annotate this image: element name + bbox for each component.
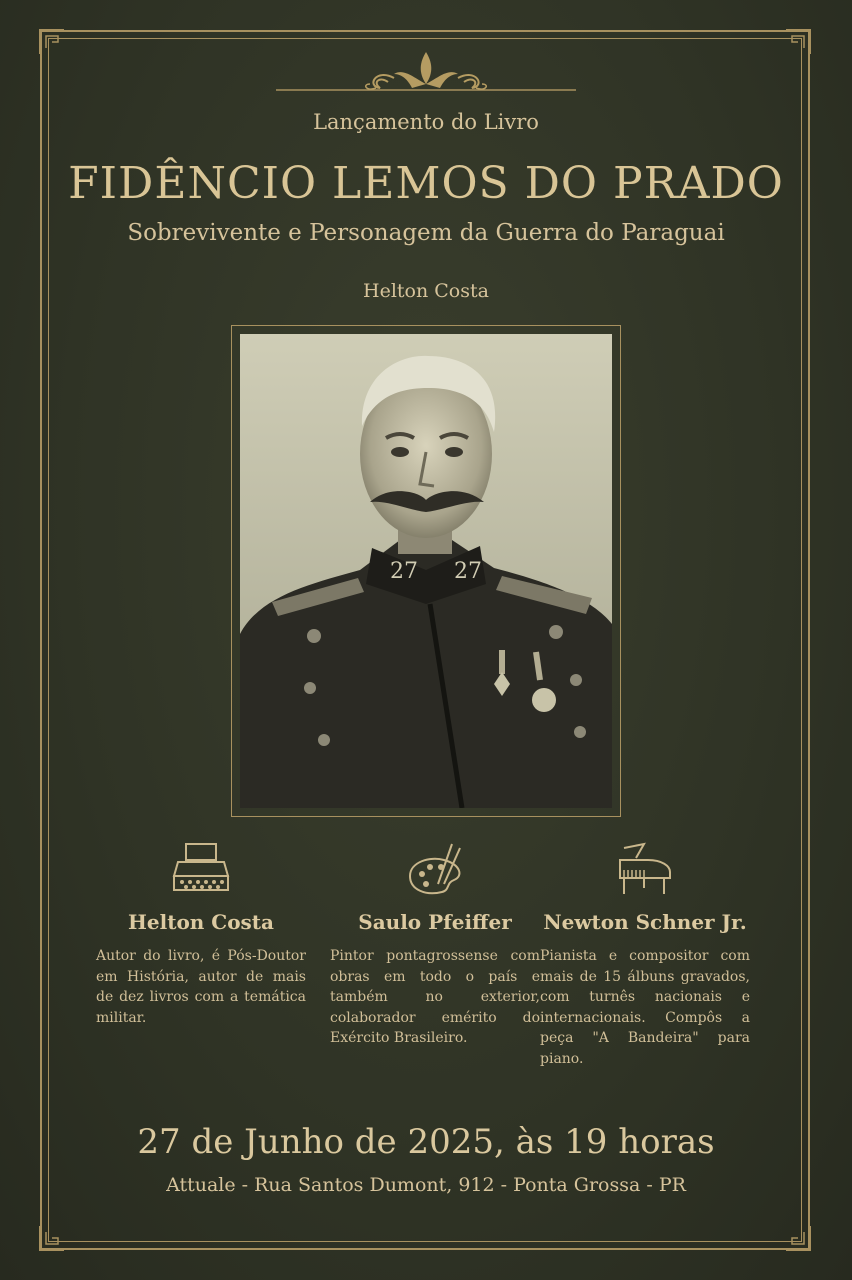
portrait-photo [240, 334, 612, 808]
typewriter-icon [170, 840, 232, 898]
book-author: Helton Costa [363, 280, 489, 302]
paint-palette-icon [404, 840, 466, 898]
event-date: 27 de Junho de 2025, às 19 horas [137, 1122, 715, 1162]
book-subtitle: Sobrevivente e Personagem da Guerra do Paraguai [127, 220, 725, 246]
participant-name: Saulo Pfeiffer [358, 910, 512, 934]
fleur-de-lis-ornament-icon [276, 48, 576, 100]
corner-ornament-icon [784, 28, 812, 56]
participant-card [540, 840, 750, 1069]
corner-ornament-icon [784, 1224, 812, 1252]
corner-ornament-icon [38, 28, 66, 56]
participant-description: Pintor pontagrossense com obras em todo o país e também no exterior, colaborador emérito do Exército Brasileiro. [330, 948, 540, 1046]
participant-name: Helton Costa [127, 910, 274, 934]
participant-description: Pianista e compositor com mais de 15 álbuns gravados, com turnês nacionais e internacionais. Compôs a peça "A Bandeira" para piano. [540, 948, 750, 1067]
participant-card [96, 840, 306, 1028]
collar-number-right: 27 [454, 559, 482, 584]
participant-description: Autor do livro, é Pós-Doutor em História, autor de mais de dez livros com a temática militar. [96, 948, 306, 1026]
participant-card [330, 840, 540, 1049]
participant-name: Newton Schner Jr. [543, 910, 747, 934]
collar-number-left: 27 [390, 559, 418, 584]
grand-piano-icon [614, 840, 676, 898]
book-title: FIDÊNCIO LEMOS DO PRADO [68, 158, 784, 209]
event-venue: Attuale - Rua Santos Dumont, 912 - Ponta Grossa - PR [166, 1174, 686, 1196]
corner-ornament-icon [38, 1224, 66, 1252]
book-launch-label: Lançamento do Livro [313, 110, 539, 134]
